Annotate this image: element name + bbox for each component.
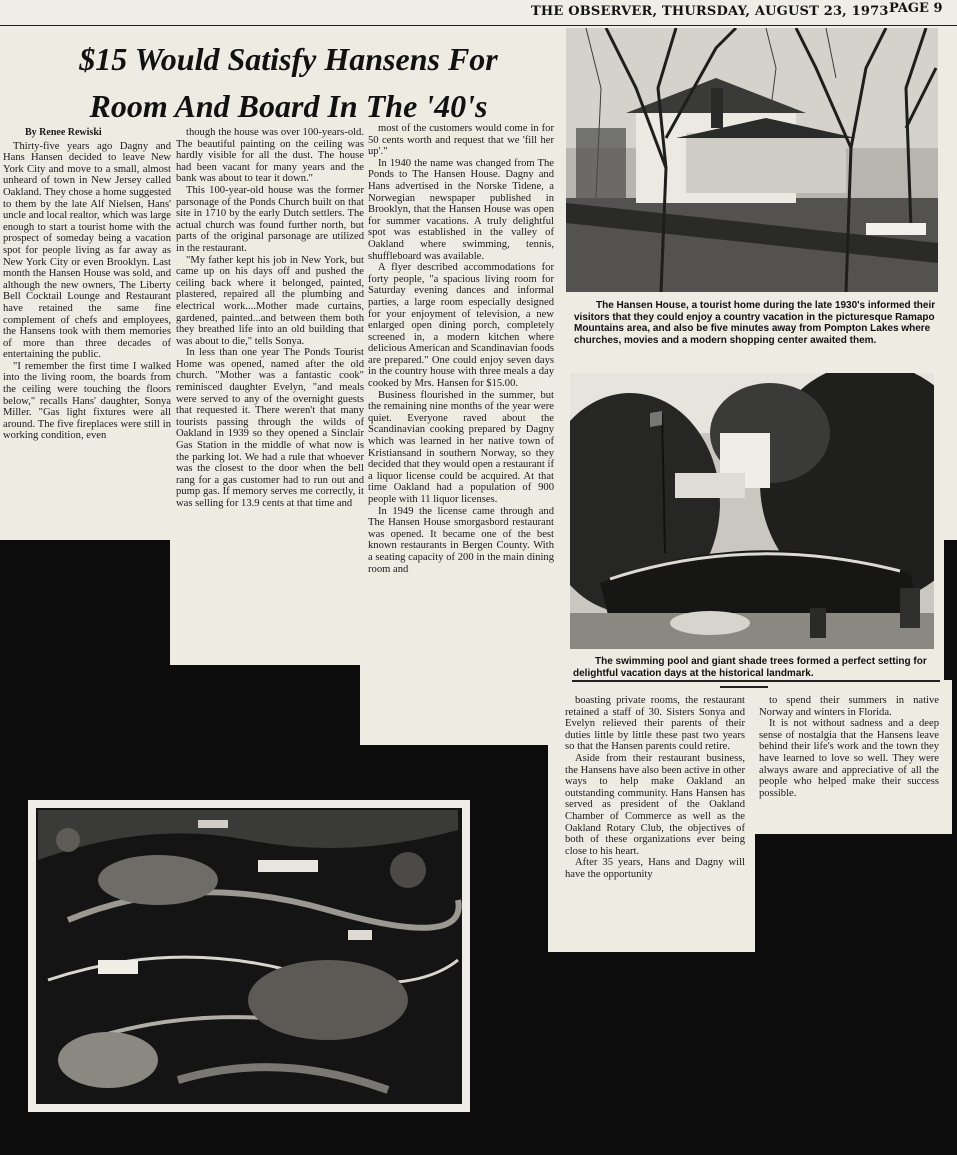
headline-line-2: Room And Board In The '40's [89,88,488,124]
masthead-rule [0,25,957,27]
paragraph: This 100-year-old house was the former parsonage of the Ponds Church built on that site in 1710 by the early Dutch settlers. The actual church was found further north, but parts of the original parsonage are utilized in the restaurant. [176,184,364,254]
paragraph: Thirty-five years ago Dagny and Hans Hansen decided to leave New York City and move to a small, almost unheard of town in New Jersey called Oakland. They chose a home suggested to them by the late Alf Nielsen, Hans' uncle and local realtor, which was large enough to start a tourist home with the prospect of someday being a vacation spot for people living as far away as New York City or even Brooklyn. Last month the Hansen House was sold, and although the new owners, The Liberty Bell Cocktail Lounge and Restaurant have retained the same fine complement of chefs and employees, the Hansens took with them memories of more than three decades of entertaining the public. [3,140,171,361]
caption-text: The Hansen House, a tourist home during the late 1930's informed their visitors that they could enjoy a country vacation in the picturesque Ramapo Mountains area, and also be five minutes away from Pompton Lakes where churches, movies and a modern shopping center awaited them. [574,300,936,346]
byline: By Renee Rewiski [25,127,102,138]
article-column-2 [176,127,364,510]
masthead [0,0,957,30]
caption-rule [572,680,940,682]
paragraph: most of the customers would come in for 50 cents worth and request that we 'fill her up'." [368,123,554,158]
article-column-1 [3,127,171,442]
paragraph: A flyer described accommodations for forty people, "a spacious living room for Saturday evening dances and informal parties, a large room especially designed for your enjoyment of television, a new enlarged open dining porch, completely screened in, a modern kitchen where delicious American and Scandinavian foods are prepared." One could enjoy seven days in the country house with three meals a day cooked by Mrs. Hansen for $15.00. [368,262,554,390]
paragraph: boasting private rooms, the restaurant retained a staff of 30. Sisters Sonya and Evelyn relieved their parents of their duties little by little these past two years so that the Hansen parents could retire. [565,695,745,753]
caption-text: The swimming pool and giant shade trees formed a perfect setting for delightful vacation days at the historical landmark. [573,656,927,679]
headline-line-1: $15 Would Satisfy Hansens For [79,41,498,77]
paragraph: to spend their summers in native Norway and winters in Florida. [759,695,939,718]
house-photo-caption [574,300,940,346]
pool-photo-image [570,373,934,649]
article-column-3 [368,123,554,575]
paragraph: "I remember the first time I walked into the living room, the boards from the ceiling were touching the floors below," recalls Hans' daughter, Sonya Miller. "Gas light fixtures were all around. The five fireplaces were still in working condition, even [3,360,171,442]
page-number: PAGE 9 [889,1,943,16]
paragraph: In 1949 the license came through and The Hansen House smorgasbord restaurant was opened. It became one of the best known restaurants in Bergen County. With a seating capacity of 200 in the main dining room and [368,505,554,575]
paragraph: though the house was over 100-years-old. The beautiful painting on the ceiling was hardly visible for all the dust. The house had been vacant for many years and the bank was about to tear it down." [176,127,364,185]
pool-photo-caption [573,656,939,679]
column-end-rule [720,686,768,688]
masthead-title: THE OBSERVER, THURSDAY, AUGUST 23, 1973 [531,4,889,19]
paragraph: Business flourished in the summer, but the remaining nine months of the year were quiet. Everyone raved about the Scandinavian cooking prepared by Dagny which was learned in her native town of Kristiansand in southern Norway, so they decided that they would open a restaurant if a liquor license could be acquired. At that time Oakland had a population of 900 people with 11 liquor licenses. [368,389,554,505]
article-column-4 [565,695,745,881]
swimming-pool-photo [570,373,934,649]
paragraph: In less than one year The Ponds Tourist Home was opened, named after the old church. "Mother was a fantastic cook" reminisced daughter Evelyn, "and meals were served to any of the overnight guests that requested it. There weren't that many tourists passing through the wilds of Oakland in 1939 so they opened a Sinclair Gas Station in the middle of what now is the parking lot. We had a rule that whoever was the closest to the door when the bell rang for a gas customer had to run out and pump gas. If memory serves me correctly, it was selling for 13.9 cents at that time and [176,347,364,509]
article-column-5 [759,695,939,799]
hansen-house-photo [566,28,938,292]
paragraph: It is not without sadness and a deep sense of nostalgia that the Hansens leave behind their life's work and the town they have learned to love so well. They were always aware and appreciative of all the people who helped make their success possible. [759,718,939,799]
paragraph: In 1940 the name was changed from The Ponds to The Hansen House. Dagny and Hans advertised in the Norske Tidene, a Norwegian newspaper published in Brooklyn, that the Hansen House was open for summer vacations. A truly delightful spot was established in the valley of Oakland where swimming, tennis, shuffleboard was available. [368,157,554,262]
paragraph: Aside from their restaurant business, the Hansens have also been active in other ways to help make Oakland an outstanding community. Hans Hansen has served as president of the Oakland Chamber of Commerce as well as the Oakland Rotary Club, the objectives of both of these organizations ever being close to his heart. [565,752,745,857]
paragraph: After 35 years, Hans and Dagny will have the opportunity [565,857,745,880]
paragraph: "My father kept his job in New York, but came up on his days off and pushed the ceiling back where it belonged, painted, plastered, repaired all the plumbing and electrical work....Mother made curtains, gardened, painted...and between them both they breathed life into an old building that was about to die," tells Sonya. [176,254,364,347]
aerial-photo-image [28,800,470,1112]
aerial-photo [28,800,470,1112]
house-photo-image [566,28,938,292]
article-headline [16,36,561,130]
